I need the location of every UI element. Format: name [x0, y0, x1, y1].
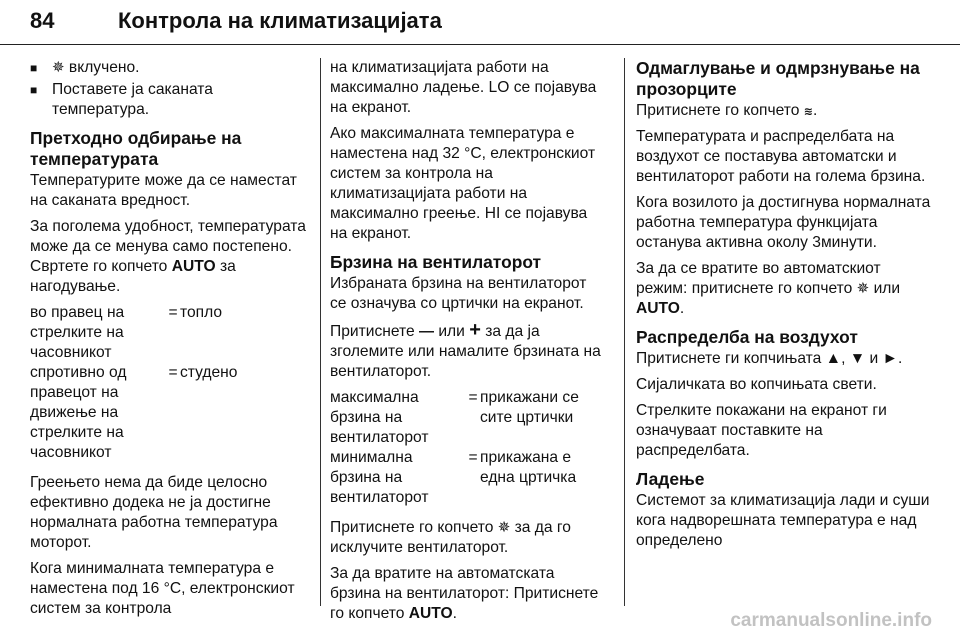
page-header [0, 0, 960, 44]
column-divider-1 [320, 58, 321, 606]
auto-label: AUTO [171, 258, 216, 275]
paragraph-text: Притиснете [330, 323, 415, 340]
paragraph: Температурите може да се наместат на саканата вредност. [30, 172, 297, 209]
section-heading-defrost: Одмаглување и одмрзнување на прозорците [636, 58, 920, 99]
paragraph-text: За да вратите на автоматската брзина на вентилаторот: Притиснете го копчето [330, 565, 599, 622]
def-value: прикажани се сите цртички [480, 389, 579, 426]
section-heading-cooling: Ладење [636, 469, 705, 489]
paragraph-text: . [452, 605, 457, 622]
def-value: топло [180, 304, 223, 321]
fan-icon [857, 281, 870, 296]
bullet-text: Поставете ја саканата температура. [52, 81, 213, 118]
fan-icon [498, 520, 511, 535]
column-2 [330, 58, 606, 630]
definition-table [330, 388, 606, 508]
def-term: во правец на стрелките на часовникот [30, 304, 125, 361]
column-divider-2 [624, 58, 625, 606]
paragraph: Сијаличката во копчињата свети. [636, 376, 877, 393]
bullet-list [30, 58, 310, 120]
paragraph: Кога возилото ја достигнува нормалната работна температура функцијата останува активна околу 3минути. [636, 194, 931, 251]
def-term: максимална брзина на вентилаторот [330, 389, 429, 446]
minus-icon [419, 324, 434, 339]
def-term: минимална брзина на вентилаторот [330, 449, 429, 506]
watermark: carmanualsonline.info [730, 610, 932, 631]
paragraph: Избраната брзина на вентилаторот се означува со цртички на екранот. [330, 275, 587, 312]
section-heading-air-distribution: Распределба на воздухот [636, 327, 858, 347]
def-value: прикажана е една цртичка [480, 449, 577, 486]
paragraph-text: за нагодување. [30, 258, 236, 295]
paragraph-text: За да се вратите во автоматскиот режим: притиснете го копчето [636, 260, 881, 297]
paragraph-text: за да ја зголемите или намалите брзината на вентилаторот. [330, 323, 601, 380]
def-value: студено [180, 364, 238, 381]
paragraph-text: Притиснете го копчето [636, 102, 800, 119]
paragraph-text: . [812, 102, 818, 119]
header-divider [0, 44, 960, 45]
paragraph-text: . [679, 300, 685, 317]
paragraph [30, 217, 310, 297]
paragraph-text: или [873, 280, 901, 297]
column-1 [30, 58, 310, 625]
paragraph [330, 564, 606, 624]
auto-label: AUTO [408, 605, 453, 622]
paragraph: на климатизацијата работи на максимално ладење. LO се појавува на екранот. [330, 59, 597, 116]
fan-icon [52, 60, 65, 75]
section-heading-fan-speed: Брзина на вентилаторот [330, 252, 542, 272]
plus-icon [469, 320, 481, 340]
page-title: Контрола на климатизацијата [118, 8, 442, 33]
def-equals: = [468, 389, 478, 406]
paragraph: Системот за климатизација лади и суши кога надворешната температура е над определено [636, 492, 930, 549]
def-equals: = [168, 364, 178, 381]
paragraph-text: За поголема удобност, температурата може да се менува само постепено. Свртете го копчето [30, 218, 306, 275]
paragraph: Греењето нема да биде целосно ефективно додека не ја достигне нормалната работна температура моторот. [30, 474, 278, 551]
paragraph-text: или [438, 323, 465, 340]
paragraph: Кога минималната температура е наместена под 16 °C, електронскиот систем за контрола [30, 560, 295, 617]
definition-table [30, 303, 310, 463]
paragraph [330, 320, 606, 382]
paragraph [636, 101, 936, 121]
paragraph-text: Притиснете го копчето [330, 519, 494, 536]
paragraph: Ако максималната температура е наместена над 32 °C, електронскиот систем за контрола на климатизацијата работи на максимално греење. HI се појавува на екранот. [330, 125, 596, 242]
paragraph: Температурата и распределбата на воздухот се поставува автоматски и вентилаторот работи на голема брзина. [636, 128, 926, 185]
column-3 [636, 58, 936, 557]
def-equals: = [168, 304, 178, 321]
section-heading-temperature-preselect: Претходно одбирање на температурата [30, 128, 242, 169]
def-equals: = [468, 449, 478, 466]
page-number: 84 [30, 8, 55, 33]
paragraph [636, 259, 936, 319]
paragraph: Притиснете ги копчињата ▲, ▼ и ►. [636, 350, 903, 367]
bullet-item [30, 80, 310, 120]
paragraph: Стрелките покажани на екранот ги означуваат поставките на распределбата. [636, 402, 887, 459]
defrost-max-icon [804, 107, 813, 118]
bullet-item [30, 58, 310, 78]
def-term: спротивно од правецот на движење на стрелките на часовникот [30, 364, 127, 461]
auto-label: AUTO [636, 300, 680, 317]
paragraph-text: за да го исклучите вентилаторот. [330, 519, 571, 556]
paragraph [330, 518, 606, 558]
bullet-text: вклучено. [68, 59, 140, 76]
